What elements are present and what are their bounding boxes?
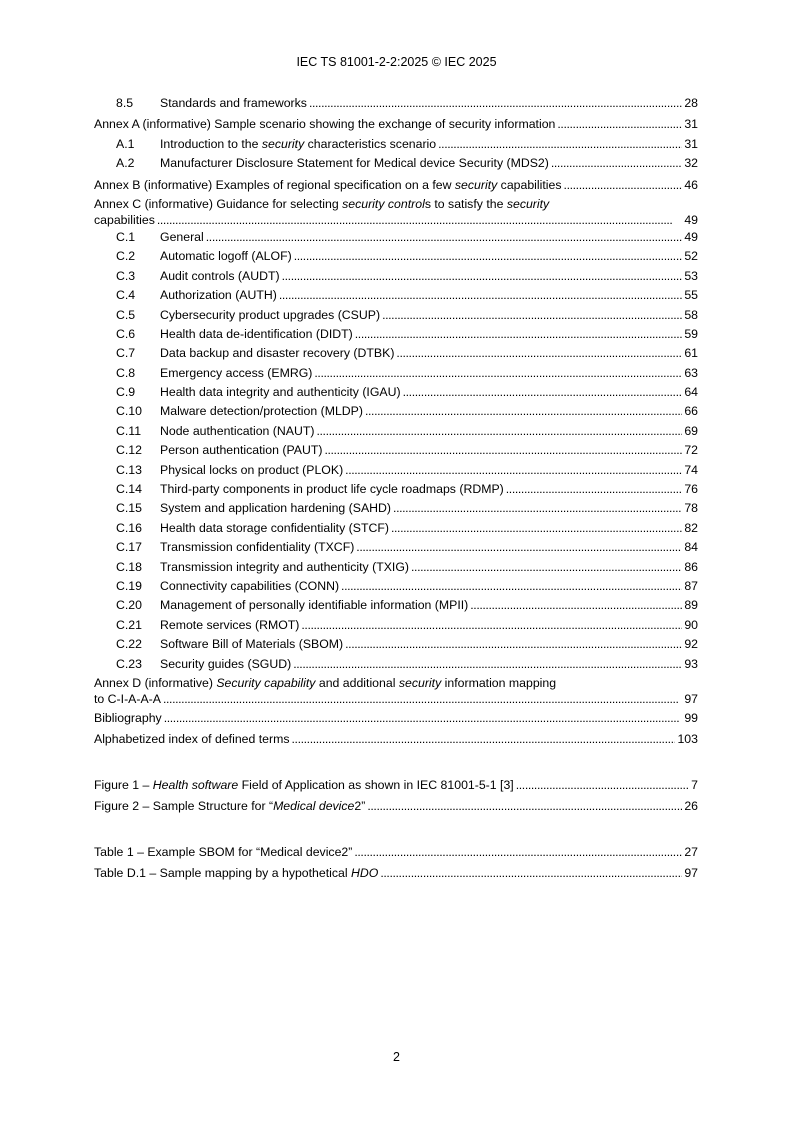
title-text: Physical locks on product (PLOK) bbox=[160, 462, 344, 477]
page-ref: 7 bbox=[691, 777, 698, 792]
entry-title bbox=[160, 616, 299, 635]
entry-title bbox=[94, 843, 352, 862]
italic-term: Security capability bbox=[216, 675, 316, 690]
toc-entry[interactable] bbox=[94, 797, 698, 816]
entry-title bbox=[160, 519, 389, 538]
title-text: Table D.1 – Sample mapping by a hypothetical bbox=[94, 865, 352, 880]
toc-entry[interactable] bbox=[94, 616, 698, 635]
page-ref: 52 bbox=[684, 249, 698, 264]
dot-leader bbox=[309, 94, 682, 113]
entry-title bbox=[160, 480, 504, 499]
title-text: Introduction to the bbox=[160, 136, 262, 151]
title-text: to C-I-A-A-A bbox=[94, 691, 161, 706]
title-text: Annex D (informative) bbox=[94, 675, 217, 690]
dot-leader bbox=[382, 306, 682, 325]
page-ref: 97 bbox=[684, 691, 698, 706]
title-text: General bbox=[160, 229, 204, 244]
dot-leader bbox=[557, 115, 682, 134]
entry-title bbox=[160, 499, 391, 518]
entry-number: C.8 bbox=[116, 365, 136, 380]
page-ref: 27 bbox=[684, 844, 698, 859]
dot-leader bbox=[157, 212, 682, 228]
dot-leader bbox=[345, 635, 682, 654]
entry-number: A.2 bbox=[116, 156, 135, 171]
dot-leader bbox=[355, 325, 683, 344]
toc-entry[interactable] bbox=[94, 344, 698, 363]
title-text: Transmission confidentiality (TXCF) bbox=[160, 540, 355, 555]
page-ref: 55 bbox=[684, 288, 698, 303]
entry-number: C.12 bbox=[116, 443, 142, 458]
page-ref: 63 bbox=[684, 365, 698, 380]
title-text: Transmission integrity and authenticity (TXIG) bbox=[160, 559, 409, 574]
entry-number: C.22 bbox=[116, 637, 142, 652]
section-spacer bbox=[94, 750, 698, 774]
entry-number: C.1 bbox=[116, 229, 136, 244]
dot-leader bbox=[293, 655, 682, 674]
page-ref: 87 bbox=[684, 578, 698, 593]
title-text: Management of personally identifiable information (MPII) bbox=[160, 598, 469, 613]
toc-entry[interactable] bbox=[94, 267, 698, 286]
entry-title bbox=[94, 864, 378, 883]
title-text: Manufacturer Disclosure Statement for Medical device Security (MDS2) bbox=[160, 156, 549, 171]
title-text: Malware detection/protection (MLDP) bbox=[160, 404, 363, 419]
title-text: Health data de-identification (DIDT) bbox=[160, 326, 353, 341]
toc-entry[interactable] bbox=[94, 776, 698, 795]
dot-leader bbox=[391, 519, 682, 538]
entry-number: C.2 bbox=[116, 249, 136, 264]
entry-title bbox=[160, 325, 353, 344]
toc-entry[interactable] bbox=[94, 115, 698, 134]
dot-leader bbox=[380, 864, 682, 883]
toc-entry-continuation[interactable] bbox=[94, 691, 698, 707]
toc-entry[interactable] bbox=[94, 676, 698, 691]
dot-leader bbox=[564, 176, 683, 195]
page-ref: 72 bbox=[684, 443, 698, 458]
toc-entry[interactable] bbox=[94, 441, 698, 460]
italic-term: security bbox=[398, 675, 442, 690]
entry-number: C.21 bbox=[116, 617, 142, 632]
entry-title bbox=[94, 709, 162, 728]
title-text: Security guides (SGUD) bbox=[160, 656, 292, 671]
dot-leader bbox=[294, 247, 683, 266]
entry-number: C.18 bbox=[116, 559, 142, 574]
dot-leader bbox=[345, 461, 682, 480]
title-text: capabilities bbox=[94, 212, 155, 227]
toc-entry[interactable] bbox=[94, 176, 698, 195]
page-ref: 74 bbox=[684, 462, 698, 477]
entry-number: C.14 bbox=[116, 482, 142, 497]
toc-entry[interactable] bbox=[94, 538, 698, 557]
dot-leader bbox=[292, 730, 676, 749]
title-text: Standards and frameworks bbox=[160, 96, 307, 110]
entry-title bbox=[160, 422, 314, 441]
title-text: characteristics scenario bbox=[304, 136, 437, 151]
dot-leader bbox=[470, 596, 682, 615]
toc-entry[interactable] bbox=[94, 843, 698, 862]
entry-title bbox=[160, 286, 277, 305]
entry-number: C.15 bbox=[116, 501, 142, 516]
entry-title bbox=[160, 247, 292, 266]
dot-leader bbox=[279, 286, 682, 305]
entry-title bbox=[160, 558, 409, 577]
entry-number: C.10 bbox=[116, 404, 142, 419]
dot-leader bbox=[367, 797, 682, 816]
toc-entry[interactable] bbox=[94, 422, 698, 441]
toc-entry[interactable] bbox=[94, 325, 698, 344]
entry-title bbox=[94, 730, 290, 749]
page-ref: 32 bbox=[684, 156, 698, 171]
entry-number: C.3 bbox=[116, 268, 136, 283]
toc-entry[interactable] bbox=[94, 558, 698, 577]
page-ref: 97 bbox=[684, 865, 698, 880]
italic-term: Health software bbox=[152, 777, 239, 792]
page-ref: 49 bbox=[684, 212, 698, 227]
entry-title bbox=[160, 306, 380, 325]
title-text: Node authentication (NAUT) bbox=[160, 423, 315, 438]
page-ref: 28 bbox=[684, 96, 698, 110]
toc-entry[interactable] bbox=[94, 499, 698, 518]
title-text: and additional bbox=[315, 675, 399, 690]
entry-title bbox=[94, 176, 562, 195]
toc-entry[interactable] bbox=[94, 154, 698, 173]
dot-leader bbox=[164, 709, 683, 728]
title-text: Field of Application as shown in IEC 81001-5-1 [3] bbox=[238, 777, 514, 792]
title-text: Cybersecurity product upgrades (CSUP) bbox=[160, 307, 381, 322]
dot-leader bbox=[396, 344, 682, 363]
entry-number: A.1 bbox=[116, 136, 135, 151]
page-ref: 86 bbox=[684, 559, 698, 574]
toc-entry[interactable] bbox=[94, 228, 698, 247]
toc-entry[interactable] bbox=[94, 655, 698, 674]
entry-title bbox=[94, 776, 514, 795]
page-ref: 61 bbox=[684, 346, 698, 361]
page-ref: 82 bbox=[684, 520, 698, 535]
entry-title bbox=[160, 655, 291, 674]
title-text: Data backup and disaster recovery (DTBK) bbox=[160, 346, 395, 361]
toc-entry[interactable] bbox=[94, 519, 698, 538]
entry-number: C.7 bbox=[116, 346, 136, 361]
title-text: Software Bill of Materials (SBOM) bbox=[160, 637, 344, 652]
entry-title bbox=[94, 212, 155, 228]
page-ref: 69 bbox=[684, 423, 698, 438]
toc-entry[interactable] bbox=[94, 577, 698, 596]
page-ref: 46 bbox=[684, 177, 698, 192]
entry-title bbox=[160, 402, 363, 421]
dot-leader bbox=[341, 577, 682, 596]
toc-entry[interactable] bbox=[94, 286, 698, 305]
italic-term: Medical device bbox=[273, 799, 355, 814]
toc-entry[interactable] bbox=[94, 364, 698, 383]
entry-title bbox=[160, 596, 468, 615]
title-text: information mapping bbox=[441, 675, 557, 690]
title-text: Third-party components in product life cycle roadmaps (RDMP) bbox=[160, 482, 504, 497]
toc-entry[interactable] bbox=[94, 197, 698, 212]
page-number: 2 bbox=[393, 1050, 400, 1064]
entry-title bbox=[160, 94, 307, 113]
toc-entry[interactable] bbox=[94, 135, 698, 154]
dot-leader bbox=[438, 135, 682, 154]
section-spacer bbox=[94, 817, 698, 841]
page-ref: 99 bbox=[684, 710, 698, 725]
dot-leader bbox=[551, 154, 682, 173]
entry-number: C.17 bbox=[116, 540, 142, 555]
italic-term: security control bbox=[342, 196, 425, 211]
page-ref: 31 bbox=[684, 117, 698, 132]
table-of-contents bbox=[94, 94, 698, 883]
page-ref: 89 bbox=[684, 598, 698, 613]
dot-leader bbox=[354, 843, 682, 862]
title-text: Bibliography bbox=[94, 710, 162, 725]
title-text: capabilities bbox=[497, 177, 562, 192]
entry-title bbox=[160, 364, 312, 383]
page-ref: 84 bbox=[684, 540, 698, 555]
dot-leader bbox=[506, 480, 683, 499]
entry-number: C.4 bbox=[116, 288, 136, 303]
entry-number: C.9 bbox=[116, 385, 136, 400]
entry-number: C.16 bbox=[116, 520, 142, 535]
entry-title bbox=[94, 797, 365, 816]
entry-title bbox=[160, 577, 339, 596]
page-ref: 103 bbox=[677, 732, 698, 747]
toc-entry[interactable] bbox=[94, 730, 698, 749]
entry-title bbox=[160, 154, 549, 173]
page-ref: 58 bbox=[684, 307, 698, 322]
dot-leader bbox=[411, 558, 682, 577]
page-ref: 76 bbox=[684, 482, 698, 497]
title-text: Health data storage confidentiality (STCF) bbox=[160, 520, 389, 535]
entry-title bbox=[160, 461, 343, 480]
entry-number: C.23 bbox=[116, 656, 142, 671]
dot-leader bbox=[324, 441, 682, 460]
title-text: Automatic logoff (ALOF) bbox=[160, 249, 292, 264]
page-ref: 31 bbox=[684, 136, 698, 151]
page-ref: 93 bbox=[684, 656, 698, 671]
toc-entry[interactable] bbox=[94, 709, 698, 728]
entry-number: C.11 bbox=[116, 423, 142, 438]
dot-leader bbox=[314, 364, 682, 383]
entry-number: C.13 bbox=[116, 462, 142, 477]
title-text: Connectivity capabilities (CONN) bbox=[160, 578, 340, 593]
entry-title bbox=[160, 538, 354, 557]
page-header: IEC TS 81001-2-2:2025 © IEC 2025 bbox=[296, 55, 497, 69]
title-text: Figure 2 – Sample Structure for “ bbox=[94, 799, 274, 814]
title-text: Alphabetized index of defined terms bbox=[94, 732, 290, 747]
title-text: Health data integrity and authenticity (IGAU) bbox=[160, 385, 401, 400]
entry-title bbox=[94, 115, 555, 134]
page-ref: 26 bbox=[684, 799, 698, 814]
page-ref: 49 bbox=[684, 229, 698, 244]
entry-number: C.6 bbox=[116, 326, 136, 341]
italic-term: security bbox=[454, 177, 498, 192]
title-text: Emergency access (EMRG) bbox=[160, 365, 313, 380]
title-text: Table 1 – Example SBOM for “Medical device2” bbox=[94, 844, 353, 859]
dot-leader bbox=[282, 267, 683, 286]
page-ref: 66 bbox=[684, 404, 698, 419]
title-text: 2” bbox=[354, 799, 366, 814]
entry-title bbox=[160, 267, 280, 286]
entry-title bbox=[94, 676, 556, 691]
page-ref: 64 bbox=[684, 385, 698, 400]
title-text: s to satisfy the bbox=[424, 196, 507, 211]
toc-entry[interactable] bbox=[94, 94, 698, 113]
page-ref: 92 bbox=[684, 637, 698, 652]
entry-title bbox=[94, 197, 549, 212]
entry-title bbox=[160, 635, 343, 654]
dot-leader bbox=[365, 402, 682, 421]
title-text: Audit controls (AUDT) bbox=[160, 268, 280, 283]
entry-number: C.5 bbox=[116, 307, 136, 322]
italic-term: security bbox=[261, 136, 305, 151]
entry-title bbox=[160, 383, 401, 402]
dot-leader bbox=[163, 691, 682, 707]
dot-leader bbox=[393, 499, 682, 518]
toc-entry[interactable] bbox=[94, 461, 698, 480]
page-ref: 78 bbox=[684, 501, 698, 516]
title-text: Annex C (informative) Guidance for selecting bbox=[94, 196, 343, 211]
toc-entry[interactable] bbox=[94, 635, 698, 654]
toc-entry[interactable] bbox=[94, 402, 698, 421]
entry-title bbox=[160, 135, 436, 154]
toc-entry-continuation[interactable] bbox=[94, 212, 698, 228]
page-ref: 53 bbox=[684, 268, 698, 283]
title-text: Remote services (RMOT) bbox=[160, 617, 300, 632]
page-ref: 59 bbox=[684, 326, 698, 341]
entry-title bbox=[160, 441, 322, 460]
dot-leader bbox=[316, 422, 682, 441]
title-text: Person authentication (PAUT) bbox=[160, 443, 323, 458]
toc-entry[interactable] bbox=[94, 306, 698, 325]
entry-number: C.19 bbox=[116, 578, 142, 593]
entry-title bbox=[94, 691, 161, 707]
entry-number: C.20 bbox=[116, 598, 142, 613]
title-text: Figure 1 – bbox=[94, 777, 153, 792]
italic-term: HDO bbox=[351, 865, 379, 880]
dot-leader bbox=[356, 538, 682, 557]
title-text: System and application hardening (SAHD) bbox=[160, 501, 392, 516]
dot-leader bbox=[301, 616, 682, 635]
toc-entry[interactable] bbox=[94, 383, 698, 402]
toc-entry[interactable] bbox=[94, 596, 698, 615]
entry-number: 8.5 bbox=[116, 96, 134, 110]
title-text: Annex A (informative) Sample scenario showing the exchange of security information bbox=[94, 117, 556, 132]
toc-entry[interactable] bbox=[94, 247, 698, 266]
dot-leader bbox=[403, 383, 683, 402]
title-text: Annex B (informative) Examples of regional specification on a few bbox=[94, 177, 455, 192]
entry-title bbox=[160, 344, 394, 363]
entry-title bbox=[160, 228, 204, 247]
dot-leader bbox=[206, 228, 683, 247]
page-ref: 90 bbox=[684, 617, 698, 632]
dot-leader bbox=[516, 776, 689, 795]
toc-entry[interactable] bbox=[94, 480, 698, 499]
toc-entry[interactable] bbox=[94, 864, 698, 883]
title-text: Authorization (AUTH) bbox=[160, 288, 277, 303]
italic-term: security bbox=[506, 196, 550, 211]
